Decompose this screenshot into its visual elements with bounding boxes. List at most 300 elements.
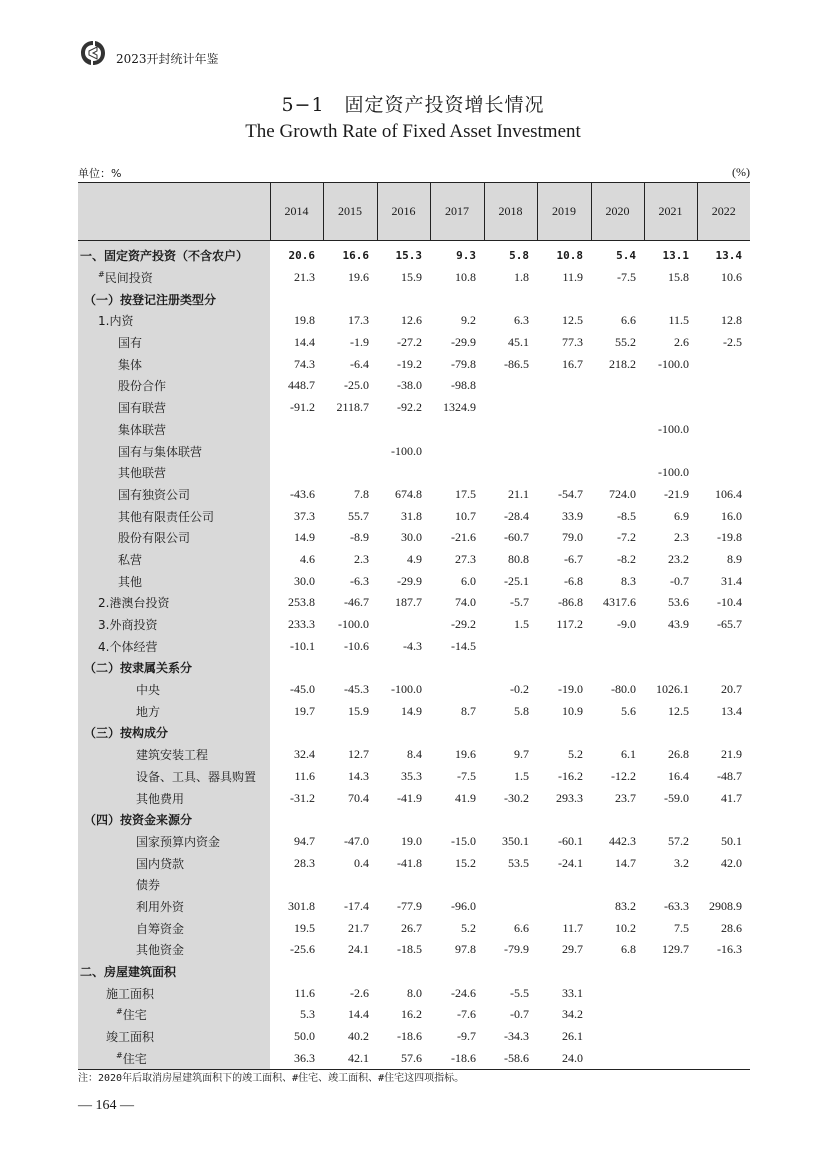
value-cell: -45.3 <box>344 682 369 697</box>
row-label <box>78 1047 270 1069</box>
value-cell <box>430 679 484 701</box>
value-cell: 77.3 <box>562 335 583 350</box>
growth-rate-table <box>78 182 750 1070</box>
value-cell: -34.3 <box>504 1029 529 1044</box>
value-cell: 117.2 <box>556 617 583 632</box>
row-label <box>78 549 270 571</box>
value-cell: 4.6 <box>300 551 315 566</box>
value-cell: 14.3 <box>348 768 369 783</box>
value-cell: -29.9 <box>451 335 476 350</box>
row-label-text: 3.外商投资 <box>98 618 158 633</box>
table-row <box>78 939 750 961</box>
row-label-text: 建筑安装工程 <box>136 748 209 763</box>
table-title-cn: 5−1 固定资产投资增长情况 <box>281 94 545 116</box>
value-cell: 2908.9 <box>709 898 742 913</box>
value-cell: 40.2 <box>348 1029 369 1044</box>
value-cell: 5.2 <box>568 747 583 762</box>
value-cell: -6.8 <box>564 573 583 588</box>
value-cell: 50.1 <box>721 833 742 848</box>
value-cell: 13.4 <box>721 703 742 718</box>
row-label-marker: # <box>98 270 105 280</box>
row-label <box>78 353 270 375</box>
table-row <box>78 353 750 375</box>
value-cell: -96.0 <box>451 898 476 913</box>
row-label-text: 其他有限责任公司 <box>118 509 215 524</box>
row-label-text: 二、房屋建筑面积 <box>80 965 177 980</box>
value-cell: -43.6 <box>290 486 315 501</box>
value-cell: 187.7 <box>395 595 422 610</box>
footnote: 注：2020年后取消房屋建筑面积下的竣工面积、#住宅、竣工面积、#住宅这四项指标。 <box>78 1073 465 1084</box>
row-label-text: 股份有限公司 <box>118 531 191 546</box>
value-cell: 233.3 <box>288 617 315 632</box>
unit-row <box>78 165 750 181</box>
value-cell <box>537 961 591 983</box>
table-row <box>78 288 750 310</box>
value-cell: -86.8 <box>558 595 583 610</box>
value-cell <box>591 961 644 983</box>
value-cell: 10.8 <box>556 249 583 263</box>
value-cell <box>484 419 537 441</box>
value-cell: 55.7 <box>348 508 369 523</box>
row-label-text: （一）按登记注册类型分 <box>84 292 217 307</box>
row-label-text: 集体 <box>118 357 143 372</box>
value-cell: 724.0 <box>609 486 636 501</box>
value-cell: 14.7 <box>615 855 636 870</box>
value-cell: 218.2 <box>609 356 636 371</box>
value-cell: -28.4 <box>504 508 529 523</box>
value-cell: 6.0 <box>461 573 476 588</box>
table-row <box>78 570 750 592</box>
value-cell: -9.7 <box>457 1029 476 1044</box>
value-cell: -100.0 <box>658 421 689 436</box>
row-label-text: 其他费用 <box>136 791 185 806</box>
value-cell: -21.6 <box>451 530 476 545</box>
value-cell <box>270 419 323 441</box>
value-cell: 11.5 <box>668 313 689 328</box>
value-cell: -25.0 <box>344 378 369 393</box>
value-cell: 301.8 <box>288 898 315 913</box>
year-header: 2018 <box>484 183 537 241</box>
value-cell <box>537 809 591 831</box>
row-label <box>78 310 270 332</box>
value-cell: -29.9 <box>397 573 422 588</box>
value-cell: -25.6 <box>290 942 315 957</box>
row-label-text: 施工面积 <box>106 986 155 1001</box>
value-cell: 106.4 <box>715 486 742 501</box>
value-cell: 8.9 <box>727 551 742 566</box>
table-row <box>78 310 750 332</box>
row-label-text: 国家预算内资金 <box>136 834 221 849</box>
row-label-text: 一、固定资产投资（不含农户） <box>80 249 249 264</box>
value-cell: 94.7 <box>294 833 315 848</box>
value-cell <box>270 657 323 679</box>
year-header: 2019 <box>537 183 591 241</box>
value-cell <box>697 874 750 896</box>
value-cell: 17.5 <box>455 486 476 501</box>
row-label-text: 国有独资公司 <box>118 487 191 502</box>
value-cell <box>697 353 750 375</box>
value-cell: 350.1 <box>502 833 529 848</box>
value-cell: 14.9 <box>294 530 315 545</box>
value-cell <box>484 809 537 831</box>
table-row <box>78 375 750 397</box>
value-cell: -16.3 <box>717 942 742 957</box>
row-label <box>78 267 270 289</box>
row-label-text: 股份合作 <box>118 379 167 394</box>
value-cell <box>323 419 377 441</box>
row-label <box>78 874 270 896</box>
row-label-text: 其他资金 <box>136 943 185 958</box>
value-cell: 36.3 <box>270 1047 323 1069</box>
value-cell: 7.5 <box>674 920 689 935</box>
value-cell: -60.7 <box>504 530 529 545</box>
value-cell <box>377 614 430 636</box>
value-cell <box>377 874 430 896</box>
row-label-text: 国有 <box>118 336 143 351</box>
row-label-text: 国有联营 <box>118 401 167 416</box>
table-row <box>78 419 750 441</box>
value-cell: 28.3 <box>294 855 315 870</box>
value-cell: 16.4 <box>668 768 689 783</box>
row-label-text: 利用外资 <box>136 899 185 914</box>
value-cell: -7.2 <box>617 530 636 545</box>
value-cell <box>430 462 484 484</box>
value-cell: -27.2 <box>397 335 422 350</box>
value-cell <box>484 375 537 397</box>
value-cell: 43.9 <box>668 617 689 632</box>
value-cell <box>537 419 591 441</box>
value-cell: 2.3 <box>354 551 369 566</box>
value-cell: -46.7 <box>344 595 369 610</box>
value-cell <box>591 1004 644 1026</box>
row-label-marker: # <box>116 1007 123 1017</box>
value-cell: 19.6 <box>455 747 476 762</box>
value-cell <box>697 722 750 744</box>
value-cell <box>644 288 697 310</box>
row-label-text: 住宅 <box>122 1008 147 1023</box>
value-cell: 6.9 <box>674 508 689 523</box>
table-header-row <box>78 183 750 241</box>
value-cell <box>644 809 697 831</box>
value-cell: -86.5 <box>504 356 529 371</box>
row-label-text: 国内贷款 <box>136 856 185 871</box>
row-label <box>78 462 270 484</box>
row-label <box>78 288 270 310</box>
value-cell: -15.0 <box>451 833 476 848</box>
row-label <box>78 484 270 506</box>
value-cell: -5.5 <box>510 985 529 1000</box>
row-label <box>78 809 270 831</box>
row-label-text: 地方 <box>136 704 161 719</box>
value-cell: 50.0 <box>294 1029 315 1044</box>
row-label-text: 2.港澳台投资 <box>98 596 170 611</box>
value-cell <box>323 809 377 831</box>
value-cell <box>484 722 537 744</box>
value-cell <box>484 657 537 679</box>
value-cell: 12.8 <box>721 313 742 328</box>
value-cell: 53.6 <box>668 595 689 610</box>
value-cell: 11.6 <box>294 985 315 1000</box>
value-cell <box>484 635 537 657</box>
value-cell <box>323 961 377 983</box>
value-cell: 17.3 <box>348 313 369 328</box>
value-cell: 442.3 <box>609 833 636 848</box>
yearbook-title: 2023开封统计年鉴 <box>116 52 219 66</box>
value-cell: 12.5 <box>562 313 583 328</box>
value-cell <box>377 657 430 679</box>
value-cell <box>537 635 591 657</box>
row-label-text: 自筹资金 <box>136 921 185 936</box>
value-cell <box>644 722 697 744</box>
value-cell: 57.6 <box>377 1047 430 1069</box>
value-cell: 6.1 <box>621 747 636 762</box>
value-cell: 30.0 <box>401 530 422 545</box>
value-cell <box>430 419 484 441</box>
value-cell <box>591 288 644 310</box>
table-row <box>78 527 750 549</box>
value-cell <box>644 961 697 983</box>
value-cell <box>697 419 750 441</box>
row-label <box>78 375 270 397</box>
value-cell: 1.5 <box>514 768 529 783</box>
value-cell: 21.3 <box>294 270 315 285</box>
value-cell <box>270 874 323 896</box>
value-cell: 12.5 <box>668 703 689 718</box>
value-cell: -7.6 <box>457 1007 476 1022</box>
value-cell <box>537 375 591 397</box>
value-cell: 8.0 <box>407 985 422 1000</box>
value-cell: -14.5 <box>451 638 476 653</box>
value-cell: -0.7 <box>510 1007 529 1022</box>
value-cell: 8.7 <box>461 703 476 718</box>
value-cell <box>484 462 537 484</box>
year-header: 2022 <box>697 183 750 241</box>
value-cell: 9.3 <box>456 249 476 263</box>
value-cell: -58.6 <box>484 1047 537 1069</box>
value-cell: 41.7 <box>721 790 742 805</box>
value-cell <box>537 657 591 679</box>
value-cell: 15.2 <box>455 855 476 870</box>
value-cell: -0.7 <box>670 573 689 588</box>
unit-label-en: (%) <box>732 165 750 179</box>
row-label-text: 中央 <box>136 683 161 698</box>
value-cell: 20.6 <box>288 249 315 263</box>
value-cell: 2.3 <box>674 530 689 545</box>
value-cell: 27.3 <box>455 551 476 566</box>
row-label-text: 私营 <box>118 552 143 567</box>
value-cell: 293.3 <box>556 790 583 805</box>
table-row <box>78 766 750 788</box>
row-label <box>78 332 270 354</box>
value-cell <box>430 722 484 744</box>
value-cell: 10.9 <box>562 703 583 718</box>
value-cell: 16.6 <box>342 249 369 263</box>
value-cell: -45.0 <box>290 682 315 697</box>
value-cell: 1324.9 <box>443 400 476 415</box>
value-cell <box>377 722 430 744</box>
row-label-marker: # <box>116 1050 123 1060</box>
value-cell: 12.6 <box>401 313 422 328</box>
table-row <box>78 1047 750 1069</box>
value-cell: 6.8 <box>621 942 636 957</box>
value-cell: 5.8 <box>514 703 529 718</box>
value-cell: 21.7 <box>348 920 369 935</box>
row-label <box>78 635 270 657</box>
value-cell <box>697 635 750 657</box>
row-label <box>78 527 270 549</box>
value-cell: 53.5 <box>508 855 529 870</box>
value-cell: 8.3 <box>621 573 636 588</box>
table-row <box>78 1026 750 1048</box>
value-cell <box>591 397 644 419</box>
table-row <box>78 267 750 289</box>
value-cell: -12.2 <box>611 768 636 783</box>
value-cell: 448.7 <box>288 378 315 393</box>
value-cell: 2118.7 <box>336 400 369 415</box>
value-cell: 14.4 <box>294 335 315 350</box>
value-cell: -19.0 <box>558 682 583 697</box>
value-cell: -1.9 <box>350 335 369 350</box>
value-cell: -0.2 <box>510 682 529 697</box>
value-cell <box>270 440 323 462</box>
row-label <box>78 1026 270 1048</box>
value-cell: -41.9 <box>397 790 422 805</box>
value-cell: -10.1 <box>290 638 315 653</box>
row-label-text: 国有与集体联营 <box>118 444 203 459</box>
value-cell: 8.4 <box>407 747 422 762</box>
value-cell <box>484 397 537 419</box>
table-row <box>78 982 750 1004</box>
value-cell: 1.5 <box>514 617 529 632</box>
value-cell: 10.8 <box>455 270 476 285</box>
row-label-text: 住宅 <box>122 1051 147 1066</box>
value-cell: -6.4 <box>350 356 369 371</box>
table-body <box>78 241 750 1070</box>
value-cell: 74.3 <box>294 356 315 371</box>
value-cell: 2.6 <box>674 335 689 350</box>
value-cell: 1.8 <box>514 270 529 285</box>
row-label-text: 设备、工具、器具购置 <box>136 769 257 784</box>
row-label-text: 债券 <box>136 878 161 893</box>
value-cell <box>591 635 644 657</box>
value-cell <box>644 1026 697 1048</box>
row-label <box>78 766 270 788</box>
value-cell: 10.7 <box>455 508 476 523</box>
row-label <box>78 939 270 961</box>
value-cell <box>537 397 591 419</box>
value-cell: -5.7 <box>510 595 529 610</box>
value-cell: 74.0 <box>455 595 476 610</box>
value-cell <box>591 440 644 462</box>
value-cell <box>697 397 750 419</box>
table-row <box>78 462 750 484</box>
value-cell: -100.0 <box>391 443 422 458</box>
value-cell: 26.8 <box>668 747 689 762</box>
value-cell <box>270 961 323 983</box>
value-cell: 21.9 <box>721 747 742 762</box>
value-cell: -10.6 <box>344 638 369 653</box>
value-cell <box>430 440 484 462</box>
value-cell: 23.2 <box>668 551 689 566</box>
value-cell: -91.2 <box>290 400 315 415</box>
value-cell: 34.2 <box>562 1007 583 1022</box>
value-cell <box>377 288 430 310</box>
value-cell <box>591 722 644 744</box>
value-cell <box>697 1026 750 1048</box>
value-cell: 33.9 <box>562 508 583 523</box>
value-cell <box>270 809 323 831</box>
value-cell <box>484 961 537 983</box>
value-cell <box>697 961 750 983</box>
value-cell <box>644 635 697 657</box>
value-cell <box>377 462 430 484</box>
value-cell: 16.0 <box>721 508 742 523</box>
value-cell <box>484 440 537 462</box>
value-cell <box>697 462 750 484</box>
value-cell: -25.1 <box>504 573 529 588</box>
value-cell: 5.3 <box>300 1007 315 1022</box>
value-cell: 11.7 <box>562 920 583 935</box>
row-label <box>78 852 270 874</box>
unit-label: 单位：% <box>78 167 122 180</box>
value-cell: 55.2 <box>615 335 636 350</box>
value-cell: 15.9 <box>401 270 422 285</box>
value-cell: 45.1 <box>508 335 529 350</box>
row-label-text: 集体联营 <box>118 422 167 437</box>
row-label-text: 4.个体经营 <box>98 639 158 654</box>
value-cell <box>591 874 644 896</box>
value-cell: 30.0 <box>294 573 315 588</box>
table-row <box>78 484 750 506</box>
value-cell: -19.8 <box>717 530 742 545</box>
value-cell: -47.0 <box>344 833 369 848</box>
value-cell: 14.9 <box>401 703 422 718</box>
value-cell: 42.0 <box>721 855 742 870</box>
yearbook-logo-icon <box>78 38 108 68</box>
row-label <box>78 397 270 419</box>
value-cell <box>697 657 750 679</box>
table-row <box>78 896 750 918</box>
value-cell: -8.9 <box>350 530 369 545</box>
table-row <box>78 635 750 657</box>
value-cell <box>591 462 644 484</box>
row-label-text: 民间投资 <box>104 271 153 286</box>
row-label-text: （三）按构成分 <box>84 726 169 741</box>
value-cell: -79.8 <box>451 356 476 371</box>
value-cell <box>537 722 591 744</box>
table-row <box>78 614 750 636</box>
value-cell: -100.0 <box>658 356 689 371</box>
value-cell: 83.2 <box>615 898 636 913</box>
table-row <box>78 700 750 722</box>
row-label <box>78 744 270 766</box>
value-cell: -100.0 <box>391 682 422 697</box>
value-cell: 23.7 <box>615 790 636 805</box>
value-cell: 16.7 <box>562 356 583 371</box>
value-cell <box>591 1026 644 1048</box>
value-cell <box>323 288 377 310</box>
table-row <box>78 787 750 809</box>
value-cell: 4.9 <box>407 551 422 566</box>
table-row <box>78 505 750 527</box>
value-cell <box>484 874 537 896</box>
row-label <box>78 592 270 614</box>
value-cell <box>377 961 430 983</box>
value-cell: -4.3 <box>403 638 422 653</box>
value-cell <box>484 288 537 310</box>
value-cell: -18.6 <box>397 1029 422 1044</box>
year-header: 2016 <box>377 183 430 241</box>
